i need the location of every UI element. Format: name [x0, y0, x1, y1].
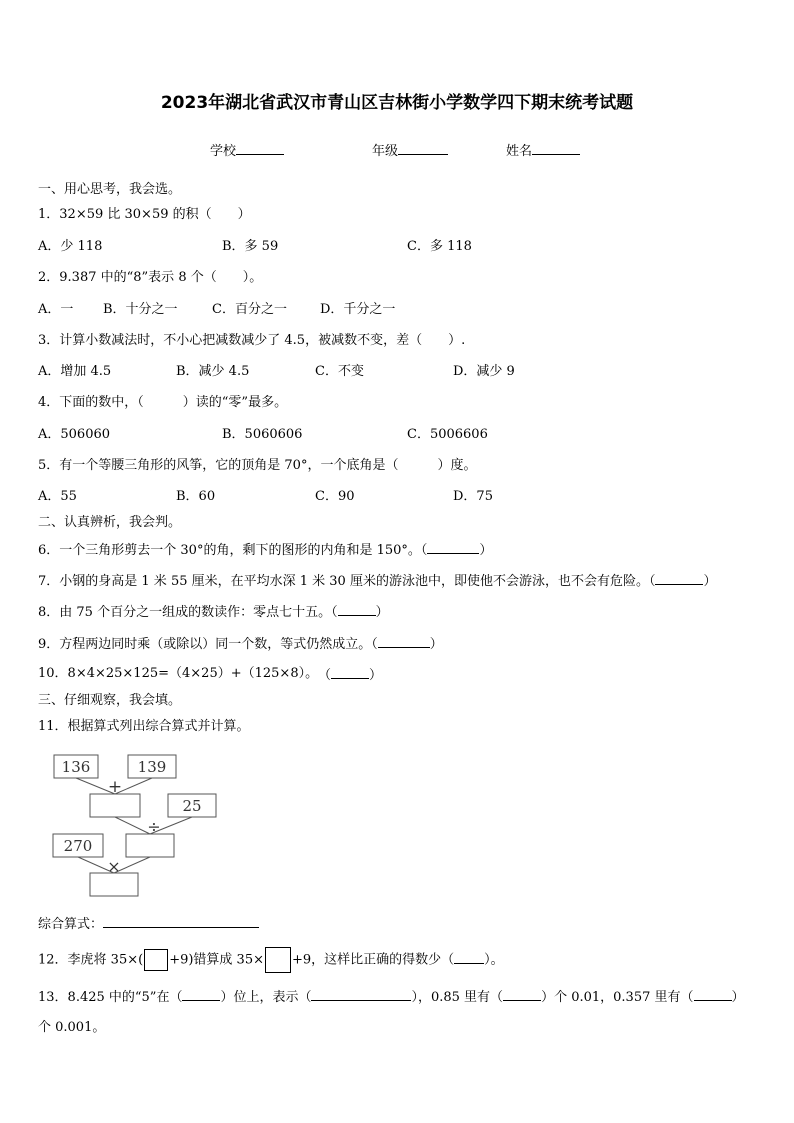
- calculation-tree-diagram: [50, 752, 230, 900]
- option-b: B．多 59: [222, 239, 279, 254]
- stem-text: +9)错算成 35×: [169, 952, 264, 968]
- combined-formula-line: [38, 915, 259, 933]
- name-label: 姓名: [506, 144, 533, 159]
- section-heading: 一、用心思考，我会选。: [38, 182, 182, 197]
- answer-blank[interactable]: [427, 541, 479, 554]
- page-title: 2023年湖北省武汉市青山区吉林街小学数学四下期末统考试题: [160, 93, 634, 113]
- answer-blank[interactable]: [103, 915, 259, 928]
- stem-text: 7．小钢的身高是 1 米 55 厘米，在平均水深 1 米 30 厘米的游泳池中，即使他不会游泳，也不会有危险。（: [38, 574, 656, 589]
- answer-blank[interactable]: [311, 988, 411, 1001]
- answer-blank[interactable]: [454, 951, 484, 964]
- option-b: B．十分之一: [103, 302, 178, 317]
- blank-box[interactable]: [144, 949, 168, 971]
- stem-text: +9，这样比正确的得数少（: [292, 952, 455, 968]
- question-stem: [38, 947, 504, 973]
- close-paren: ）: [479, 543, 493, 558]
- option-a: A．506060: [38, 427, 111, 442]
- option-b: B．减少 4.5: [176, 364, 250, 379]
- divide-sign: ÷: [147, 817, 161, 836]
- stem-text: 8．由 75 个百分之一组成的数读作：零点七十五。（: [38, 605, 338, 620]
- question-stem: [38, 572, 716, 590]
- number-25: 25: [182, 797, 202, 815]
- answer-blank[interactable]: [331, 666, 369, 679]
- times-sign: ×: [107, 857, 121, 876]
- plus-sign: +: [107, 777, 123, 797]
- option-c: C．5006606: [407, 427, 488, 442]
- option-c: C．百分之一: [212, 302, 287, 317]
- stem-text: 12．李虎将 35×(: [38, 952, 144, 968]
- stem-text: ），0.85 里有（: [411, 990, 504, 1005]
- question-stem: [38, 541, 492, 559]
- name-field: [506, 142, 580, 160]
- option-c: C．多 118: [407, 239, 472, 254]
- section-heading: 三、仔细观察，我会填。: [38, 693, 182, 708]
- stem-text: ）: [731, 990, 745, 1005]
- option-d: D．千分之一: [320, 302, 396, 317]
- close-paren: ）: [369, 668, 383, 683]
- school-label: 学校: [210, 144, 237, 159]
- number-136: 136: [61, 758, 91, 776]
- option-c: C．90: [315, 489, 355, 504]
- option-a: A．55: [38, 489, 77, 504]
- option-b: B．5060606: [222, 427, 303, 442]
- number-139: 139: [137, 758, 167, 776]
- option-d: D．75: [453, 489, 493, 504]
- option-b: B．60: [176, 489, 216, 504]
- question-stem: [38, 635, 443, 653]
- close-paren: ）: [703, 574, 717, 589]
- stem-text: 13．8.425 中的“5”在（: [38, 990, 183, 1005]
- answer-blank[interactable]: [378, 635, 430, 648]
- combined-formula-label: 综合算式：: [38, 917, 104, 932]
- school-field: [210, 142, 284, 160]
- option-a: A．增加 4.5: [38, 364, 112, 379]
- answer-blank[interactable]: [338, 603, 376, 616]
- question-continuation: 个 0.001。: [38, 1020, 106, 1035]
- answer-paren: [318, 666, 382, 684]
- empty-result-box: [90, 873, 138, 896]
- option-c: C．不变: [315, 364, 364, 379]
- option-d: D．减少 9: [453, 364, 515, 379]
- question-stem: 3．计算小数减法时，不小心把减数减少了 4.5，被减数不变，差（ ）.: [38, 333, 466, 348]
- question-stem: [38, 988, 745, 1006]
- option-a: A．一: [38, 302, 74, 317]
- grade-field: [372, 142, 448, 160]
- question-stem: [38, 603, 389, 621]
- question-stem: 4．下面的数中，（ ）读的“零”最多。: [38, 395, 288, 410]
- stem-text: ）个 0.01，0.357 里有（: [541, 990, 694, 1005]
- stem-text: 9．方程两边同时乘（或除以）同一个数，等式仍然成立。（: [38, 637, 378, 652]
- answer-blank[interactable]: [182, 988, 220, 1001]
- answer-blank[interactable]: [655, 572, 703, 585]
- question-stem: 2．9.387 中的“8”表示 8 个（ ）。: [38, 270, 263, 285]
- empty-result-box: [90, 794, 140, 817]
- stem-text: ）位上，表示（: [220, 990, 312, 1005]
- question-stem: 1．32×59 比 30×59 的积（ ）: [38, 207, 251, 222]
- close-paren: ）: [375, 605, 389, 620]
- stem-text: 6．一个三角形剪去一个 30°的角，剩下的图形的内角和是 150°。（: [38, 543, 428, 558]
- question-stem: 11．根据算式列出综合算式并计算。: [38, 719, 250, 734]
- question-stem: 5．有一个等腰三角形的风筝，它的顶角是 70°，一个底角是（ ）度。: [38, 458, 477, 473]
- empty-result-box: [126, 834, 174, 857]
- grade-label: 年级: [372, 144, 399, 159]
- answer-blank[interactable]: [503, 988, 541, 1001]
- number-270: 270: [63, 837, 93, 855]
- stem-text: ）。: [484, 952, 504, 968]
- option-a: A．少 118: [38, 239, 103, 254]
- close-paren: ）: [429, 637, 443, 652]
- answer-blank[interactable]: [694, 988, 732, 1001]
- question-stem: 10．8×4×25×125=（4×25）+（125×8）。: [38, 666, 319, 681]
- blank-box[interactable]: [265, 947, 291, 973]
- section-heading: 二、认真辨析，我会判。: [38, 515, 182, 530]
- open-paren: （: [318, 668, 332, 683]
